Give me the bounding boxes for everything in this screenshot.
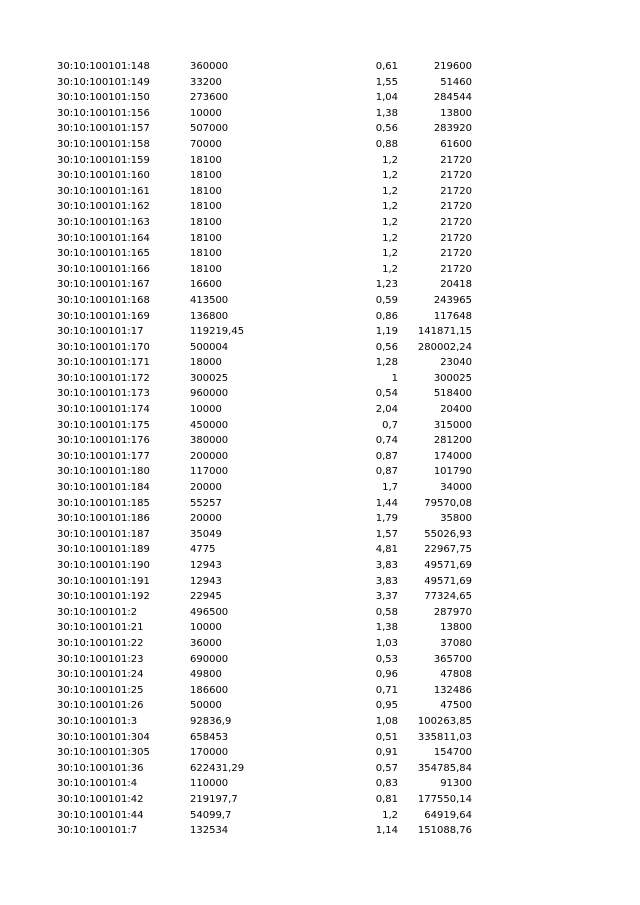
cadastral-number-cell: 30:10:100101:2 <box>57 606 138 618</box>
total-value-cell: 280002,24 <box>417 341 472 353</box>
cadastral-number-cell: 30:10:100101:162 <box>57 201 150 213</box>
coefficient-cell: 0,95 <box>375 700 398 712</box>
area-value-cell: 50000 <box>190 700 222 712</box>
area-value-cell: 136800 <box>190 310 229 322</box>
total-value-cell: 13800 <box>440 622 472 634</box>
area-value-cell: 12943 <box>190 575 222 587</box>
cadastral-number-cell: 30:10:100101:171 <box>57 357 150 369</box>
area-value-cell: 507000 <box>190 123 229 135</box>
total-value-cell: 335811,03 <box>417 731 472 743</box>
coefficient-cell: 0,96 <box>375 669 398 681</box>
table-row <box>0 542 640 558</box>
table-row <box>0 683 640 699</box>
coefficient-cell: 0,83 <box>375 778 398 790</box>
area-value-cell: 18100 <box>190 201 222 213</box>
total-value-cell: 101790 <box>433 466 472 478</box>
total-value-cell: 55026,93 <box>424 528 472 540</box>
coefficient-cell: 1,23 <box>375 279 398 291</box>
cadastral-number-cell: 30:10:100101:149 <box>57 76 150 88</box>
coefficient-cell: 1,38 <box>375 622 398 634</box>
cadastral-number-cell: 30:10:100101:189 <box>57 544 150 556</box>
coefficient-cell: 1,2 <box>382 154 398 166</box>
total-value-cell: 22967,75 <box>424 544 472 556</box>
area-value-cell: 12943 <box>190 560 222 571</box>
area-value-cell: 132534 <box>190 825 229 837</box>
coefficient-cell: 2,04 <box>375 404 398 416</box>
total-value-cell: 21720 <box>440 201 472 213</box>
coefficient-cell: 1,2 <box>382 216 398 228</box>
area-value-cell: 119219,45 <box>190 326 245 338</box>
cadastral-number-cell: 30:10:100101:165 <box>57 248 150 260</box>
coefficient-cell: 4,81 <box>375 544 398 556</box>
table-row <box>0 168 640 184</box>
cadastral-number-cell: 30:10:100101:164 <box>57 232 150 244</box>
coefficient-cell: 0,54 <box>375 388 398 400</box>
total-value-cell: 243965 <box>433 294 472 306</box>
table-row <box>0 776 640 792</box>
area-value-cell: 18100 <box>190 154 222 166</box>
data-table <box>0 59 640 839</box>
table-row <box>0 184 640 200</box>
table-row <box>0 90 640 106</box>
cadastral-number-cell: 30:10:100101:21 <box>57 622 144 634</box>
area-value-cell: 170000 <box>190 747 229 759</box>
total-value-cell: 21720 <box>440 185 472 197</box>
area-value-cell: 20000 <box>190 513 222 525</box>
table-row <box>0 386 640 402</box>
area-value-cell: 18100 <box>190 263 222 275</box>
table-row <box>0 464 640 480</box>
cadastral-number-cell: 30:10:100101:17 <box>57 326 144 338</box>
coefficient-cell: 0,56 <box>375 123 398 135</box>
coefficient-cell: 1,57 <box>375 528 398 540</box>
total-value-cell: 23040 <box>440 357 472 369</box>
coefficient-cell: 1,2 <box>382 201 398 213</box>
total-value-cell: 154700 <box>433 747 472 759</box>
coefficient-cell: 0,81 <box>375 793 398 805</box>
total-value-cell: 518400 <box>433 388 472 400</box>
area-value-cell: 450000 <box>190 419 229 431</box>
total-value-cell: 21720 <box>440 216 472 228</box>
table-row <box>0 449 640 465</box>
cadastral-number-cell: 30:10:100101:192 <box>57 591 150 603</box>
coefficient-cell: 1,2 <box>382 170 398 182</box>
table-row <box>0 667 640 683</box>
coefficient-cell: 1,2 <box>382 809 398 821</box>
area-value-cell: 413500 <box>190 294 229 306</box>
cadastral-number-cell: 30:10:100101:166 <box>57 263 150 275</box>
coefficient-cell: 1,08 <box>375 715 398 727</box>
table-row <box>0 589 640 605</box>
area-value-cell: 360000 <box>190 61 229 72</box>
coefficient-cell: 0,87 <box>375 466 398 478</box>
total-value-cell: 47500 <box>440 700 472 712</box>
table-row <box>0 199 640 215</box>
table-row <box>0 808 640 824</box>
total-value-cell: 354785,84 <box>417 762 472 774</box>
area-value-cell: 55257 <box>190 497 222 509</box>
cadastral-number-cell: 30:10:100101:187 <box>57 528 150 540</box>
total-value-cell: 132486 <box>433 684 472 696</box>
total-value-cell: 34000 <box>440 482 472 494</box>
cadastral-number-cell: 30:10:100101:24 <box>57 669 144 681</box>
area-value-cell: 36000 <box>190 637 222 649</box>
table-row <box>0 730 640 746</box>
area-value-cell: 18100 <box>190 185 222 197</box>
cadastral-number-cell: 30:10:100101:176 <box>57 435 150 447</box>
area-value-cell: 496500 <box>190 606 229 618</box>
coefficient-cell: 0,88 <box>375 138 398 150</box>
table-row <box>0 262 640 278</box>
table-row <box>0 59 640 75</box>
cadastral-number-cell: 30:10:100101:23 <box>57 653 144 665</box>
cadastral-number-cell: 30:10:100101:180 <box>57 466 150 478</box>
area-value-cell: 22945 <box>190 591 222 603</box>
area-value-cell: 18100 <box>190 170 222 182</box>
area-value-cell: 500004 <box>190 341 229 353</box>
cadastral-number-cell: 30:10:100101:184 <box>57 482 150 494</box>
table-row <box>0 496 640 512</box>
area-value-cell: 18100 <box>190 216 222 228</box>
total-value-cell: 219600 <box>433 61 472 72</box>
coefficient-cell: 1,03 <box>375 637 398 649</box>
area-value-cell: 54099,7 <box>190 809 232 821</box>
coefficient-cell: 1,2 <box>382 248 398 260</box>
total-value-cell: 21720 <box>440 248 472 260</box>
cadastral-number-cell: 30:10:100101:175 <box>57 419 150 431</box>
coefficient-cell: 0,71 <box>375 684 398 696</box>
table-row <box>0 277 640 293</box>
table-row <box>0 605 640 621</box>
table-row <box>0 75 640 91</box>
coefficient-cell: 1,14 <box>375 825 398 837</box>
cadastral-number-cell: 30:10:100101:174 <box>57 404 150 416</box>
total-value-cell: 300025 <box>433 372 472 384</box>
cadastral-number-cell: 30:10:100101:7 <box>57 825 138 837</box>
coefficient-cell: 0,74 <box>375 435 398 447</box>
coefficient-cell: 1,38 <box>375 107 398 119</box>
total-value-cell: 20400 <box>440 404 472 416</box>
cadastral-number-cell: 30:10:100101:25 <box>57 684 144 696</box>
area-value-cell: 219197,7 <box>190 793 238 805</box>
total-value-cell: 117648 <box>433 310 472 322</box>
table-row <box>0 761 640 777</box>
area-value-cell: 200000 <box>190 450 229 462</box>
cadastral-number-cell: 30:10:100101:186 <box>57 513 150 525</box>
cadastral-number-cell: 30:10:100101:163 <box>57 216 150 228</box>
coefficient-cell: 0,56 <box>375 341 398 353</box>
table-row <box>0 371 640 387</box>
table-row <box>0 355 640 371</box>
total-value-cell: 37080 <box>440 637 472 649</box>
total-value-cell: 177550,14 <box>417 793 472 805</box>
cadastral-number-cell: 30:10:100101:22 <box>57 637 144 649</box>
table-row <box>0 418 640 434</box>
area-value-cell: 33200 <box>190 76 222 88</box>
coefficient-cell: 1,19 <box>375 326 398 338</box>
area-value-cell: 960000 <box>190 388 229 400</box>
cadastral-number-cell: 30:10:100101:170 <box>57 341 150 353</box>
cadastral-number-cell: 30:10:100101:161 <box>57 185 150 197</box>
total-value-cell: 49571,69 <box>424 560 472 571</box>
area-value-cell: 300025 <box>190 372 229 384</box>
table-row <box>0 574 640 590</box>
cadastral-number-cell: 30:10:100101:159 <box>57 154 150 166</box>
table-row <box>0 215 640 231</box>
area-value-cell: 92836,9 <box>190 715 232 727</box>
area-value-cell: 10000 <box>190 404 222 416</box>
cadastral-number-cell: 30:10:100101:157 <box>57 123 150 135</box>
coefficient-cell: 0,59 <box>375 294 398 306</box>
coefficient-cell: 3,83 <box>375 560 398 571</box>
coefficient-cell: 0,58 <box>375 606 398 618</box>
table-row <box>0 714 640 730</box>
coefficient-cell: 1,55 <box>375 76 398 88</box>
area-value-cell: 20000 <box>190 482 222 494</box>
coefficient-cell: 0,87 <box>375 450 398 462</box>
table-row <box>0 558 640 574</box>
area-value-cell: 380000 <box>190 435 229 447</box>
table-row <box>0 433 640 449</box>
area-value-cell: 186600 <box>190 684 229 696</box>
table-row <box>0 137 640 153</box>
total-value-cell: 35800 <box>440 513 472 525</box>
total-value-cell: 77324,65 <box>424 591 472 603</box>
area-value-cell: 117000 <box>190 466 229 478</box>
table-row <box>0 121 640 137</box>
coefficient-cell: 0,91 <box>375 747 398 759</box>
total-value-cell: 64919,64 <box>424 809 472 821</box>
area-value-cell: 16600 <box>190 279 222 291</box>
area-value-cell: 110000 <box>190 778 229 790</box>
coefficient-cell: 0,7 <box>382 419 398 431</box>
area-value-cell: 690000 <box>190 653 229 665</box>
cadastral-number-cell: 30:10:100101:168 <box>57 294 150 306</box>
table-row <box>0 293 640 309</box>
total-value-cell: 47808 <box>440 669 472 681</box>
table-row <box>0 745 640 761</box>
table-row <box>0 636 640 652</box>
total-value-cell: 21720 <box>440 263 472 275</box>
cadastral-number-cell: 30:10:100101:36 <box>57 762 144 774</box>
coefficient-cell: 0,57 <box>375 762 398 774</box>
coefficient-cell: 0,51 <box>375 731 398 743</box>
table-row <box>0 231 640 247</box>
cadastral-number-cell: 30:10:100101:158 <box>57 138 150 150</box>
cadastral-number-cell: 30:10:100101:4 <box>57 778 138 790</box>
area-value-cell: 70000 <box>190 138 222 150</box>
total-value-cell: 174000 <box>433 450 472 462</box>
cadastral-number-cell: 30:10:100101:191 <box>57 575 150 587</box>
table-row <box>0 324 640 340</box>
total-value-cell: 287970 <box>433 606 472 618</box>
area-value-cell: 658453 <box>190 731 229 743</box>
total-value-cell: 21720 <box>440 232 472 244</box>
cadastral-number-cell: 30:10:100101:185 <box>57 497 150 509</box>
cadastral-number-cell: 30:10:100101:42 <box>57 793 144 805</box>
cadastral-number-cell: 30:10:100101:44 <box>57 809 144 821</box>
table-row <box>0 106 640 122</box>
total-value-cell: 13800 <box>440 107 472 119</box>
total-value-cell: 21720 <box>440 154 472 166</box>
cadastral-number-cell: 30:10:100101:177 <box>57 450 150 462</box>
table-row <box>0 309 640 325</box>
cadastral-number-cell: 30:10:100101:167 <box>57 279 150 291</box>
table-row <box>0 823 640 839</box>
cadastral-number-cell: 30:10:100101:305 <box>57 747 150 759</box>
coefficient-cell: 1,2 <box>382 185 398 197</box>
total-value-cell: 61600 <box>440 138 472 150</box>
total-value-cell: 51460 <box>440 76 472 88</box>
total-value-cell: 315000 <box>433 419 472 431</box>
total-value-cell: 79570,08 <box>424 497 472 509</box>
total-value-cell: 283920 <box>433 123 472 135</box>
coefficient-cell: 1,04 <box>375 92 398 104</box>
area-value-cell: 10000 <box>190 622 222 634</box>
coefficient-cell: 0,61 <box>375 61 398 72</box>
table-row <box>0 340 640 356</box>
coefficient-cell: 0,86 <box>375 310 398 322</box>
area-value-cell: 273600 <box>190 92 229 104</box>
area-value-cell: 622431,29 <box>190 762 245 774</box>
area-value-cell: 10000 <box>190 107 222 119</box>
total-value-cell: 49571,69 <box>424 575 472 587</box>
cadastral-number-cell: 30:10:100101:26 <box>57 700 144 712</box>
table-row <box>0 153 640 169</box>
total-value-cell: 21720 <box>440 170 472 182</box>
total-value-cell: 91300 <box>440 778 472 790</box>
area-value-cell: 49800 <box>190 669 222 681</box>
coefficient-cell: 3,83 <box>375 575 398 587</box>
coefficient-cell: 3,37 <box>375 591 398 603</box>
total-value-cell: 284544 <box>433 92 472 104</box>
total-value-cell: 281200 <box>433 435 472 447</box>
area-value-cell: 35049 <box>190 528 222 540</box>
coefficient-cell: 1,2 <box>382 232 398 244</box>
total-value-cell: 151088,76 <box>417 825 472 837</box>
coefficient-cell: 1,2 <box>382 263 398 275</box>
total-value-cell: 100263,85 <box>417 715 472 727</box>
table-row <box>0 402 640 418</box>
total-value-cell: 141871,15 <box>417 326 472 338</box>
coefficient-cell: 1,28 <box>375 357 398 369</box>
cadastral-number-cell: 30:10:100101:190 <box>57 560 150 571</box>
coefficient-cell: 1,79 <box>375 513 398 525</box>
table-row <box>0 246 640 262</box>
cadastral-number-cell: 30:10:100101:304 <box>57 731 150 743</box>
cadastral-number-cell: 30:10:100101:3 <box>57 715 138 727</box>
table-row <box>0 511 640 527</box>
cadastral-number-cell: 30:10:100101:172 <box>57 372 150 384</box>
coefficient-cell: 1,44 <box>375 497 398 509</box>
area-value-cell: 4775 <box>190 544 216 556</box>
coefficient-cell: 1,7 <box>382 482 398 494</box>
table-row <box>0 620 640 636</box>
coefficient-cell: 1 <box>391 372 398 384</box>
cadastral-number-cell: 30:10:100101:148 <box>57 61 150 72</box>
total-value-cell: 365700 <box>433 653 472 665</box>
coefficient-cell: 0,53 <box>375 653 398 665</box>
cadastral-number-cell: 30:10:100101:156 <box>57 107 150 119</box>
cadastral-number-cell: 30:10:100101:173 <box>57 388 150 400</box>
cadastral-number-cell: 30:10:100101:150 <box>57 92 150 104</box>
area-value-cell: 18100 <box>190 232 222 244</box>
area-value-cell: 18100 <box>190 248 222 260</box>
table-row <box>0 792 640 808</box>
table-row <box>0 698 640 714</box>
cadastral-number-cell: 30:10:100101:169 <box>57 310 150 322</box>
area-value-cell: 18000 <box>190 357 222 369</box>
table-row <box>0 480 640 496</box>
total-value-cell: 20418 <box>440 279 472 291</box>
table-row <box>0 527 640 543</box>
table-row <box>0 652 640 668</box>
cadastral-number-cell: 30:10:100101:160 <box>57 170 150 182</box>
